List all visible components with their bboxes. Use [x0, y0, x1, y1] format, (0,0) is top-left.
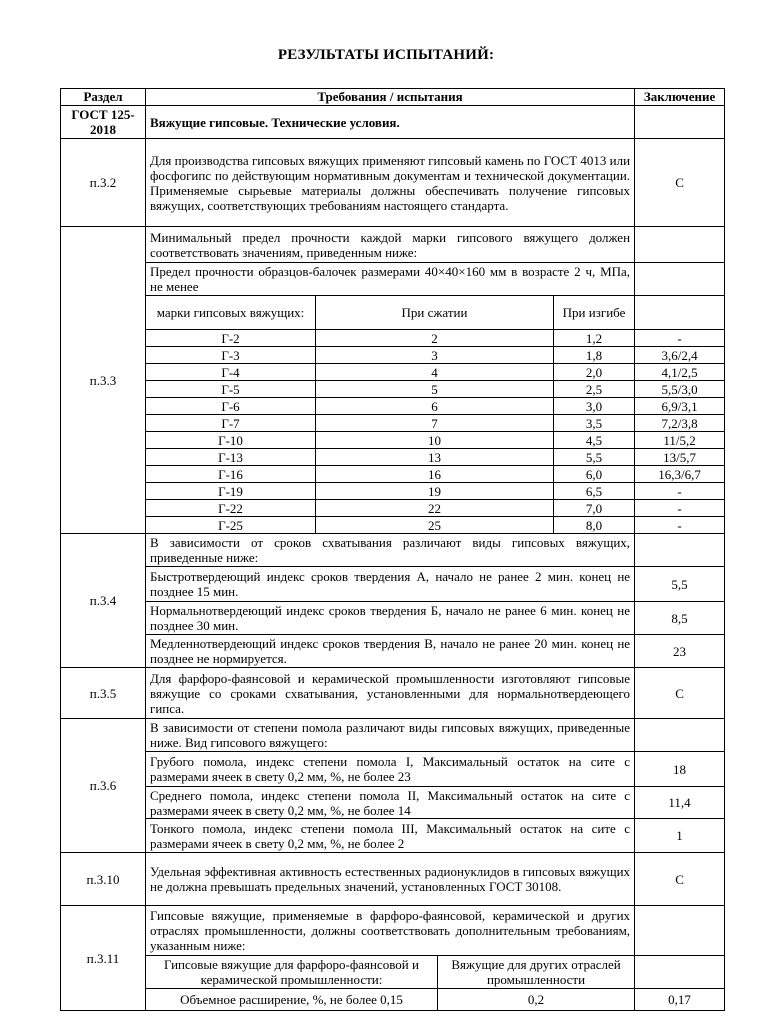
grade-row — [61, 347, 725, 364]
bend-cell: 3,0 — [554, 398, 635, 415]
compress-cell: 22 — [316, 500, 554, 517]
p33-col-compress: При сжатии — [316, 296, 554, 330]
results-table — [60, 88, 725, 1011]
section-row-p310 — [61, 853, 725, 906]
grade-row — [61, 432, 725, 449]
p33-sub-result — [635, 263, 725, 296]
p33-intro-row — [61, 227, 725, 263]
bend-cell: 8,0 — [554, 517, 635, 534]
p34-intro-row — [61, 534, 725, 567]
grade-result-cell: - — [635, 330, 725, 347]
grade-cell: Г-22 — [146, 500, 316, 517]
p34-row-result: 8,5 — [635, 602, 725, 635]
p36-row — [61, 819, 725, 853]
p311-intro-result — [635, 906, 725, 956]
p33-col-grade: марки гипсовых вяжущих: — [146, 296, 316, 330]
gost-row — [61, 106, 725, 139]
grade-row — [61, 364, 725, 381]
p34-row-result: 23 — [635, 635, 725, 668]
p34-intro: В зависимости от сроков схватывания различают виды гипсовых вяжущих, приведенные ниже: — [146, 534, 635, 567]
grade-result-cell: 7,2/3,8 — [635, 415, 725, 432]
p35-section: п.3.5 — [61, 668, 146, 719]
p33-section: п.3.3 — [61, 227, 146, 534]
grade-cell: Г-19 — [146, 483, 316, 500]
p311-col-a: Гипсовые вяжущие для фарфоро-фаянсовой и керамической промышленности: — [146, 956, 438, 989]
bend-cell: 1,2 — [554, 330, 635, 347]
grade-result-cell: 4,1/2,5 — [635, 364, 725, 381]
grade-result-cell: 16,3/6,7 — [635, 466, 725, 483]
compress-cell: 16 — [316, 466, 554, 483]
p311-row-result: 0,17 — [635, 989, 725, 1011]
compress-cell: 2 — [316, 330, 554, 347]
section-row-p35 — [61, 668, 725, 719]
compress-cell: 6 — [316, 398, 554, 415]
gost-section: ГОСТ 125-2018 — [61, 106, 146, 139]
p310-section: п.3.10 — [61, 853, 146, 906]
p311-intro-row — [61, 906, 725, 956]
bend-cell: 6,0 — [554, 466, 635, 483]
p311-data-row — [61, 989, 725, 1011]
p33-col-result — [635, 296, 725, 330]
gost-title: Вяжущие гипсовые. Технические условия. — [146, 106, 635, 139]
grade-cell: Г-3 — [146, 347, 316, 364]
p34-row — [61, 567, 725, 602]
p34-row — [61, 602, 725, 635]
grade-row — [61, 500, 725, 517]
bend-cell: 2,0 — [554, 364, 635, 381]
p33-intro: Минимальный предел прочности каждой марки гипсового вяжущего должен соответствовать значениям, приведенным ниже: — [146, 227, 635, 263]
compress-cell: 3 — [316, 347, 554, 364]
grade-row — [61, 449, 725, 466]
p35-result: С — [635, 668, 725, 719]
compress-cell: 10 — [316, 432, 554, 449]
grade-row — [61, 466, 725, 483]
p33-col-bend: При изгибе — [554, 296, 635, 330]
grade-cell: Г-16 — [146, 466, 316, 483]
p34-row-text: Нормальнотвердеющий индекс сроков твердения Б, начало не ранее 6 мин. конец не позднее 30 мин. — [146, 602, 635, 635]
header-requirements: Требования / испытания — [146, 89, 635, 106]
grade-cell: Г-7 — [146, 415, 316, 432]
gost-result — [635, 106, 725, 139]
compress-cell: 5 — [316, 381, 554, 398]
page-title: РЕЗУЛЬТАТЫ ИСПЫТАНИЙ: — [277, 47, 495, 63]
grade-cell: Г-10 — [146, 432, 316, 449]
p311-row-value: 0,2 — [438, 989, 635, 1011]
grade-result-cell: 6,9/3,1 — [635, 398, 725, 415]
compress-cell: 19 — [316, 483, 554, 500]
grade-result-cell: 3,6/2,4 — [635, 347, 725, 364]
compress-cell: 13 — [316, 449, 554, 466]
p33-colhead-row — [61, 296, 725, 330]
grade-result-cell: - — [635, 517, 725, 534]
grade-cell: Г-2 — [146, 330, 316, 347]
grade-row — [61, 330, 725, 347]
grade-result-cell: - — [635, 500, 725, 517]
p36-row-text: Тонкого помола, индекс степени помола III, Максимальный остаток на сите с размерами ячеек в свету 0,2 мм, %, не более 2 — [146, 819, 635, 853]
p311-row-label: Объемное расширение, %, не более 0,15 — [146, 989, 438, 1011]
p35-text: Для фарфоро-фаянсовой и керамической промышленности изготовляют гипсовые вяжущие со сроками схватывания, установленными для нормальнотвердеющего гипса. — [146, 668, 635, 719]
header-row — [61, 89, 725, 106]
p34-intro-result — [635, 534, 725, 567]
header-section: Раздел — [61, 89, 146, 106]
grade-cell: Г-25 — [146, 517, 316, 534]
p34-row-result: 5,5 — [635, 567, 725, 602]
bend-cell: 7,0 — [554, 500, 635, 517]
compress-cell: 7 — [316, 415, 554, 432]
bend-cell: 2,5 — [554, 381, 635, 398]
p36-row — [61, 787, 725, 819]
p34-row — [61, 635, 725, 668]
bend-cell: 5,5 — [554, 449, 635, 466]
grade-cell: Г-4 — [146, 364, 316, 381]
p33-sub-row — [61, 263, 725, 296]
grade-cell: Г-6 — [146, 398, 316, 415]
p34-section: п.3.4 — [61, 534, 146, 668]
p311-col-result — [635, 956, 725, 989]
p34-row-text: Быстротвердеющий индекс сроков твердения А, начало не ранее 2 мин. конец не позднее 15 мин. — [146, 567, 635, 602]
p36-row-text: Среднего помола, индекс степени помола II, Максимальный остаток на сите с размерами ячеек в свету 0,2 мм, %, не более 14 — [146, 787, 635, 819]
p36-intro-result — [635, 719, 725, 752]
grade-result-cell: 13/5,7 — [635, 449, 725, 466]
grade-row — [61, 381, 725, 398]
bend-cell: 1,8 — [554, 347, 635, 364]
grade-cell: Г-13 — [146, 449, 316, 466]
grade-result-cell: 5,5/3,0 — [635, 381, 725, 398]
section-row-p32 — [61, 139, 725, 227]
bend-cell: 6,5 — [554, 483, 635, 500]
compress-cell: 4 — [316, 364, 554, 381]
p310-result: С — [635, 853, 725, 906]
p33-sub: Предел прочности образцов-балочек размерами 40×40×160 мм в возрасте 2 ч, МПа, не менее — [146, 263, 635, 296]
p32-section: п.3.2 — [61, 139, 146, 227]
p36-row-result: 11,4 — [635, 787, 725, 819]
compress-cell: 25 — [316, 517, 554, 534]
p36-row — [61, 752, 725, 787]
header-conclusion: Заключение — [635, 89, 725, 106]
bend-cell: 4,5 — [554, 432, 635, 449]
p33-intro-result — [635, 227, 725, 263]
p36-row-result: 1 — [635, 819, 725, 853]
grade-row — [61, 517, 725, 534]
p311-section: п.3.11 — [61, 906, 146, 1011]
grade-row — [61, 415, 725, 432]
p36-intro-row — [61, 719, 725, 752]
p311-intro: Гипсовые вяжущие, применяемые в фарфоро-фаянсовой, керамической и других отраслях промышленности, должны соответствовать дополнительным требованиям, указанным ниже: — [146, 906, 635, 956]
p36-section: п.3.6 — [61, 719, 146, 853]
p310-text: Удельная эффективная активность естественных радионуклидов в гипсовых вяжущих не должна превышать предельных значений, установленных ГОСТ 30108. — [146, 853, 635, 906]
grade-row — [61, 483, 725, 500]
p311-col-b: Вяжущие для других отраслей промышленности — [438, 956, 635, 989]
grade-result-cell: - — [635, 483, 725, 500]
grade-cell: Г-5 — [146, 381, 316, 398]
p36-intro: В зависимости от степени помола различают виды гипсовых вяжущих, приведенные ниже. Вид гипсового вяжущего: — [146, 719, 635, 752]
p32-result: С — [635, 139, 725, 227]
bend-cell: 3,5 — [554, 415, 635, 432]
grade-row — [61, 398, 725, 415]
p36-row-text: Грубого помола, индекс степени помола I, Максимальный остаток на сите с размерами ячеек в свету 0,2 мм, %, не более 23 — [146, 752, 635, 787]
p34-row-text: Медленнотвердеющий индекс сроков твердения В, начало не ранее 20 мин. конец не позднее не нормируется. — [146, 635, 635, 668]
p32-text: Для производства гипсовых вяжущих применяют гипсовый камень по ГОСТ 4013 или фосфогипс по действующим нормативным документам и технической документации. Применяемые сырьевые материалы должны обеспечивать получение гипсовых вяжущих, соответствующих требованиям настоящего стандарта. — [146, 139, 635, 227]
p36-row-result: 18 — [635, 752, 725, 787]
p311-colhead-row — [61, 956, 725, 989]
grade-result-cell: 11/5,2 — [635, 432, 725, 449]
